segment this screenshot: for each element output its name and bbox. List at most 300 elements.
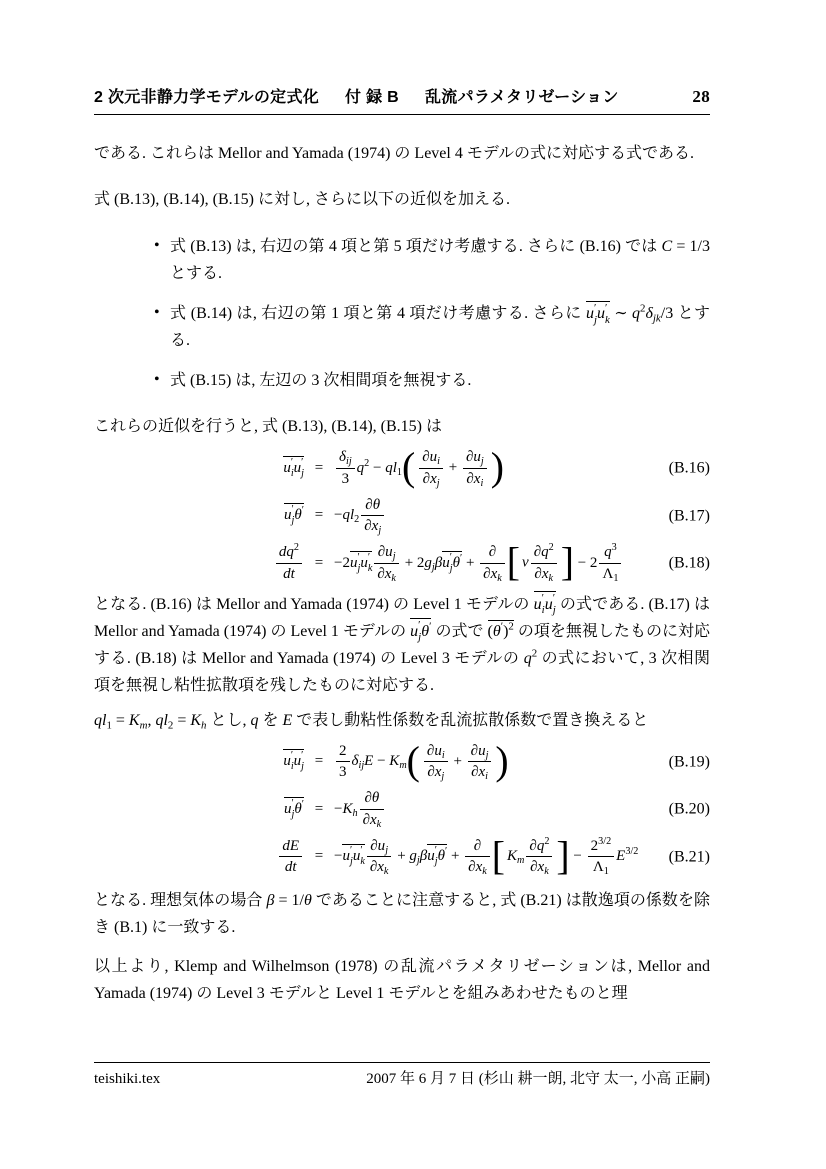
math-variable: j bbox=[480, 456, 484, 468]
equation-relation: = bbox=[314, 753, 324, 770]
math-variable: k bbox=[360, 856, 365, 868]
equation-tag: (B.20) bbox=[668, 800, 710, 818]
math-symbol: ′ bbox=[290, 456, 294, 468]
math-variable: i bbox=[290, 761, 294, 773]
paragraph-result-intro: これらの近似を行うと, 式 (B.13), (B.14), (B.15) は bbox=[94, 418, 442, 435]
math-variable: δ bbox=[339, 449, 346, 465]
math-symbol: ′ bbox=[449, 551, 452, 563]
math-variable: j bbox=[418, 631, 422, 644]
script-base bbox=[294, 801, 301, 817]
math-symbol: 2 bbox=[531, 646, 538, 659]
math-variable: θ bbox=[492, 622, 501, 640]
inline-math bbox=[487, 619, 514, 640]
math-variable: ∂x bbox=[468, 859, 483, 876]
math-symbol: ′ bbox=[360, 845, 363, 857]
math-symbol: = bbox=[111, 711, 129, 729]
script-base bbox=[279, 544, 294, 560]
math-variable: j bbox=[385, 844, 389, 856]
math-fraction bbox=[361, 496, 384, 537]
math-symbol: 2 bbox=[354, 514, 360, 526]
math-scripted bbox=[369, 859, 389, 878]
page-number: 28 bbox=[692, 87, 710, 106]
math-variable: u bbox=[442, 554, 450, 571]
superscript bbox=[612, 542, 617, 553]
math-scripted bbox=[389, 753, 407, 772]
script-base bbox=[452, 552, 463, 571]
math-scripted bbox=[409, 848, 420, 867]
math-variable: ∂θ bbox=[364, 790, 380, 806]
math-fraction bbox=[526, 837, 552, 878]
math-symbol: ( bbox=[487, 622, 493, 640]
math-fraction bbox=[424, 742, 448, 783]
page-header bbox=[94, 86, 710, 115]
math-variable: i bbox=[485, 771, 488, 783]
math-variable: u bbox=[360, 554, 368, 571]
math-scripted bbox=[349, 551, 361, 574]
math-scripted bbox=[385, 460, 402, 476]
math-variable: h bbox=[201, 718, 207, 731]
math-variable: u bbox=[352, 848, 361, 865]
math-variable: K bbox=[507, 848, 518, 865]
math-variable: j bbox=[291, 808, 295, 820]
superscript bbox=[532, 647, 537, 659]
math-symbol: ′ bbox=[541, 592, 545, 605]
fraction-denominator bbox=[419, 469, 443, 489]
script-base bbox=[507, 848, 517, 864]
math-symbol: ′ bbox=[418, 619, 421, 632]
equation-row bbox=[94, 496, 710, 537]
close-delimiter: ] bbox=[560, 539, 574, 585]
math-symbol: /3 bbox=[660, 305, 674, 322]
math-variable: u bbox=[284, 800, 292, 817]
script-base bbox=[421, 623, 429, 640]
math-fraction bbox=[336, 448, 355, 489]
math-variable: ij bbox=[358, 760, 365, 772]
superscript bbox=[360, 846, 365, 856]
math-overline bbox=[284, 503, 304, 526]
math-scripted bbox=[530, 859, 549, 878]
math-symbol: 1 bbox=[603, 866, 609, 878]
math-variable: k bbox=[383, 866, 389, 878]
equation-relation: = bbox=[314, 554, 324, 571]
math-symbol: ′ bbox=[552, 592, 556, 605]
paragraph-approx-intro: 式 (B.13), (B.14), (B.15) に対し, さらに以下の近似を加える. bbox=[94, 191, 510, 208]
script-base bbox=[377, 566, 391, 582]
fraction-denominator bbox=[336, 469, 355, 489]
math-scripted bbox=[293, 750, 304, 773]
script-base bbox=[378, 544, 393, 560]
math-variable: i bbox=[437, 456, 440, 468]
math-scripted bbox=[508, 619, 514, 640]
math-scripted bbox=[466, 471, 483, 487]
script-base bbox=[645, 305, 652, 322]
math-variable: dq bbox=[278, 544, 294, 560]
math-scripted bbox=[483, 566, 502, 582]
equation-tag: (B.21) bbox=[668, 848, 710, 866]
script-base bbox=[342, 507, 354, 523]
equation-row bbox=[94, 444, 710, 490]
script-base bbox=[616, 848, 625, 864]
math-variable: q bbox=[632, 305, 641, 322]
subscript bbox=[482, 866, 487, 877]
script-base bbox=[468, 859, 482, 875]
math-variable: u bbox=[586, 305, 594, 322]
script-base bbox=[353, 848, 361, 864]
math-variable: g bbox=[424, 554, 432, 571]
math-scripted bbox=[586, 301, 598, 326]
fraction-denominator bbox=[468, 762, 492, 782]
superscript bbox=[368, 553, 373, 563]
math-fraction bbox=[276, 543, 302, 584]
page-content bbox=[94, 86, 710, 1007]
math-variable: k bbox=[367, 562, 373, 574]
fraction-numerator bbox=[468, 742, 492, 763]
fraction-denominator bbox=[531, 564, 557, 584]
script-base bbox=[530, 859, 544, 875]
fraction-numerator bbox=[463, 448, 487, 469]
math-symbol: 1 bbox=[106, 718, 112, 731]
subscript bbox=[437, 478, 440, 489]
math-scripted bbox=[468, 859, 487, 878]
subscript bbox=[201, 719, 206, 731]
equation-rhs bbox=[334, 496, 386, 537]
close-delimiter: ) bbox=[490, 444, 504, 490]
math-symbol: 2 bbox=[364, 457, 370, 469]
fraction-numerator bbox=[361, 496, 384, 517]
inline-math bbox=[523, 646, 538, 667]
math-scripted bbox=[283, 750, 294, 773]
math-variable: j bbox=[552, 604, 556, 617]
math-scripted bbox=[356, 457, 370, 476]
math-symbol: 3/2 bbox=[625, 846, 639, 858]
script-base bbox=[370, 859, 384, 875]
math-symbol: + bbox=[447, 848, 464, 865]
inline-math bbox=[266, 892, 311, 909]
superscript bbox=[625, 846, 638, 857]
math-variable: j bbox=[301, 761, 304, 773]
math-scripted bbox=[377, 544, 396, 563]
math-scripted bbox=[592, 859, 609, 878]
subscript bbox=[485, 771, 488, 782]
script-base bbox=[370, 838, 385, 854]
math-scripted bbox=[294, 507, 304, 523]
math-scripted bbox=[294, 798, 304, 817]
math-scripted bbox=[422, 449, 440, 468]
math-variable: q bbox=[604, 544, 612, 560]
math-scripted bbox=[364, 518, 382, 537]
script-base bbox=[339, 449, 346, 465]
fraction-numerator bbox=[480, 543, 505, 564]
math-symbol: 2 bbox=[167, 718, 174, 731]
math-fraction bbox=[468, 742, 492, 783]
math-symbol: 1 bbox=[396, 466, 402, 478]
math-scripted bbox=[645, 305, 661, 325]
math-variable: δ bbox=[351, 753, 359, 770]
fraction-numerator bbox=[336, 448, 355, 469]
equation-rhs bbox=[334, 833, 639, 879]
math-scripted bbox=[533, 541, 554, 560]
math-variable: i bbox=[480, 477, 484, 489]
math-symbol: − bbox=[334, 800, 343, 817]
math-variable: ∂q bbox=[529, 837, 545, 854]
inline-math bbox=[251, 712, 259, 729]
math-symbol: ′ bbox=[290, 750, 294, 762]
subscript bbox=[548, 573, 553, 584]
paragraph-conclusion: 以上より, Klemp and Wilhelmson (1978) の乱流パラメタリゼーションは, Mellor and Yamada (1974) の Level 3 モデルと Level 1 モデルとを組みあわせたものと理 bbox=[94, 958, 710, 1002]
paragraph-intro: である. これらは Mellor and Yamada (1974) の Level 4 モデルの式に対応する式である. bbox=[94, 145, 695, 162]
inline-math bbox=[94, 712, 206, 729]
subscript bbox=[441, 771, 444, 782]
math-variable: K bbox=[190, 711, 202, 729]
fraction-denominator bbox=[465, 857, 490, 877]
script-base bbox=[427, 743, 442, 759]
math-scripted bbox=[155, 712, 173, 729]
equation-lhs bbox=[94, 503, 304, 528]
math-symbol: Λ bbox=[602, 565, 614, 582]
equation-group-1 bbox=[94, 444, 710, 585]
delimited-group bbox=[401, 444, 504, 490]
math-symbol: − bbox=[334, 507, 343, 524]
math-overline bbox=[284, 797, 304, 820]
fraction-numerator bbox=[374, 543, 399, 564]
close-delimiter: ] bbox=[556, 833, 570, 879]
math-variable: ∂ bbox=[488, 544, 497, 560]
script-base bbox=[493, 623, 501, 640]
math-variable: j bbox=[378, 525, 382, 537]
math-variable: j bbox=[485, 749, 489, 761]
math-variable: ∂u bbox=[465, 449, 481, 465]
math-variable: ∂θ bbox=[365, 496, 381, 513]
script-base bbox=[466, 449, 481, 465]
math-variable: E bbox=[364, 753, 374, 770]
equation-tag: (B.16) bbox=[668, 459, 710, 477]
math-scripted bbox=[377, 566, 396, 582]
footer-filename: teishiki.tex bbox=[94, 1071, 161, 1087]
math-variable: i bbox=[290, 467, 294, 479]
math-variable: k bbox=[391, 572, 396, 584]
math-symbol: 2 bbox=[293, 541, 299, 553]
superscript bbox=[429, 620, 431, 632]
bullet-icon: • bbox=[154, 371, 160, 388]
group-content bbox=[505, 837, 556, 878]
math-variable: ij bbox=[345, 456, 352, 468]
math-variable: u bbox=[533, 595, 542, 613]
math-variable: u bbox=[544, 595, 553, 613]
equation-row bbox=[94, 833, 710, 879]
math-scripted bbox=[421, 619, 432, 640]
math-scripted bbox=[590, 835, 612, 854]
math-scripted bbox=[602, 566, 618, 582]
subscript bbox=[360, 857, 365, 867]
math-overline bbox=[488, 620, 514, 641]
math-symbol: − 2 bbox=[573, 554, 598, 571]
math-scripted bbox=[424, 555, 434, 571]
math-variable: ∂u bbox=[470, 742, 486, 759]
script-stack bbox=[553, 593, 556, 616]
math-fraction bbox=[279, 837, 302, 878]
equation-rhs bbox=[334, 738, 509, 784]
math-scripted bbox=[523, 646, 538, 667]
math-scripted bbox=[427, 845, 438, 868]
math-symbol: ∼ bbox=[609, 305, 633, 322]
math-scripted bbox=[129, 712, 148, 729]
equation-tag: (B.19) bbox=[668, 753, 710, 771]
fraction-numerator bbox=[588, 837, 615, 858]
equation-relation: = bbox=[314, 848, 324, 865]
math-variable: j bbox=[434, 856, 438, 868]
math-symbol: + bbox=[462, 554, 479, 571]
math-variable: j bbox=[349, 856, 353, 868]
math-symbol: Λ bbox=[592, 859, 604, 876]
math-scripted bbox=[438, 848, 448, 864]
math-symbol: − bbox=[334, 848, 343, 865]
math-symbol: ′ bbox=[291, 504, 294, 516]
paragraph-after-eq1: となる. (B.16) は Mellor and Yamada (1974) の Level 1 モデルの u ′ i u ′ j の式である. (B.17) は Mellor and Yamada (1974) の Level 1 モデルの u ′ j θ′ の式で $(\theta')^2$ の項を無視したものに対応する. (B.18) は Mellor and Yamada (1974) の Level 3 モデルの $q^2$ の式において, 3 次相関項を無視し粘性拡散項を残したものに対応する. bbox=[94, 592, 710, 694]
math-scripted bbox=[465, 449, 484, 468]
script-base bbox=[632, 305, 640, 322]
math-scripted bbox=[342, 845, 353, 868]
equation-lhs bbox=[94, 456, 304, 481]
math-symbol: + bbox=[449, 753, 466, 770]
subscript bbox=[399, 760, 406, 771]
math-variable: ∂x bbox=[362, 811, 377, 828]
superscript bbox=[553, 593, 556, 604]
math-variable: j bbox=[392, 551, 396, 563]
math-variable: jk bbox=[652, 312, 661, 325]
script-base bbox=[94, 712, 106, 729]
script-base bbox=[410, 623, 418, 640]
math-variable: ∂x bbox=[530, 859, 545, 876]
subscript bbox=[480, 478, 483, 489]
math-symbol: 1 bbox=[613, 572, 619, 584]
script-base bbox=[360, 555, 368, 571]
math-variable: k bbox=[376, 818, 382, 830]
equation-tag: (B.17) bbox=[668, 507, 710, 525]
bullet-icon: • bbox=[154, 237, 160, 254]
math-scripted bbox=[632, 302, 646, 322]
math-variable: θ bbox=[437, 848, 445, 865]
script-base bbox=[586, 305, 594, 322]
math-variable: ∂x bbox=[422, 470, 437, 487]
equation-relation: = bbox=[314, 459, 324, 476]
script-base bbox=[604, 544, 612, 560]
list-item: • 式 (B.13) は, 右辺の第 4 項と第 5 項だけ考慮する. さらに (B.16) では C = 1/3 とする. bbox=[94, 233, 710, 287]
script-stack bbox=[360, 846, 365, 867]
math-variable: β bbox=[434, 554, 443, 571]
math-scripted bbox=[529, 835, 550, 854]
math-fraction bbox=[599, 543, 621, 584]
math-scripted bbox=[471, 764, 488, 783]
subscript bbox=[354, 514, 359, 525]
subscript bbox=[481, 456, 484, 467]
math-variable: θ bbox=[421, 622, 430, 640]
math-variable: β bbox=[266, 892, 275, 909]
math-fraction bbox=[419, 448, 443, 489]
math-symbol: ′ bbox=[429, 619, 432, 632]
equation-group-2 bbox=[94, 738, 710, 879]
math-overline bbox=[534, 591, 556, 616]
script-base bbox=[422, 449, 437, 465]
header-section-title: 乱流パラメタリゼーション bbox=[425, 89, 619, 106]
math-variable: q bbox=[356, 459, 365, 476]
list-item: • 式 (B.14) は, 右辺の第 1 項と第 4 項だけ考慮する. さらに u ′ j u ′ k ∼ $q^2\delta_{jk}/3$ とする. bbox=[94, 300, 710, 354]
math-variable: K bbox=[389, 753, 400, 770]
math-symbol: = 1/3 bbox=[672, 238, 710, 255]
script-base bbox=[363, 812, 377, 828]
math-scripted bbox=[190, 712, 206, 729]
math-symbol: ′ bbox=[367, 551, 371, 563]
math-symbol: + bbox=[393, 848, 410, 865]
math-variable: k bbox=[497, 572, 502, 584]
math-symbol: 2 bbox=[339, 742, 347, 759]
math-variable: ql bbox=[342, 507, 355, 524]
math-variable: u bbox=[349, 554, 358, 571]
math-scripted bbox=[284, 504, 295, 527]
math-symbol: ′ bbox=[349, 845, 353, 857]
math-variable: j bbox=[441, 771, 445, 783]
math-scripted bbox=[284, 797, 295, 820]
script-base bbox=[534, 566, 548, 582]
math-variable: C bbox=[661, 238, 673, 255]
math-variable: E bbox=[282, 711, 293, 729]
math-fraction bbox=[588, 837, 615, 878]
math-variable: ∂x bbox=[427, 764, 442, 781]
math-symbol: −2 bbox=[334, 554, 350, 571]
open-delimiter: [ bbox=[506, 539, 521, 585]
subscript bbox=[393, 551, 396, 562]
subscript bbox=[377, 819, 382, 830]
subscript bbox=[544, 866, 549, 877]
fraction-numerator bbox=[336, 742, 350, 763]
math-variable: θ bbox=[452, 554, 460, 571]
math-symbol: 2 bbox=[508, 619, 514, 632]
bullet-icon: • bbox=[154, 304, 160, 321]
equation-rhs bbox=[334, 539, 623, 585]
math-variable: u bbox=[283, 753, 291, 770]
math-scripted bbox=[94, 712, 112, 729]
math-scripted bbox=[278, 541, 299, 560]
math-symbol: 2 bbox=[548, 541, 554, 553]
math-variable: ∂u bbox=[422, 449, 438, 465]
math-symbol: 3/2 bbox=[598, 835, 612, 847]
math-symbol: ′ bbox=[301, 456, 304, 468]
script-base bbox=[129, 712, 140, 729]
script-base bbox=[602, 566, 613, 582]
script-base bbox=[342, 848, 350, 864]
math-variable: θ bbox=[294, 800, 302, 817]
math-scripted bbox=[534, 566, 553, 582]
close-delimiter: ) bbox=[495, 738, 509, 784]
math-overline bbox=[442, 551, 462, 574]
fraction-denominator bbox=[463, 469, 487, 489]
math-variable: k bbox=[482, 866, 487, 878]
paragraph-substitution: $ql_1 = K_m$, $ql_2 = K_h$ とし, q を E で表し動粘性係数を乱流拡散係数で置き換えると bbox=[94, 711, 649, 731]
math-variable: ∂x bbox=[369, 859, 384, 876]
script-base bbox=[294, 507, 301, 523]
math-symbol: ′ bbox=[500, 619, 504, 632]
delimited-group bbox=[491, 833, 570, 879]
math-symbol: 3 bbox=[341, 470, 350, 487]
math-variable: ∂u bbox=[426, 742, 442, 759]
fraction-numerator bbox=[419, 448, 443, 469]
script-base bbox=[524, 650, 532, 667]
fraction-denominator bbox=[526, 857, 552, 877]
math-variable: ∂x bbox=[471, 764, 486, 781]
script-base bbox=[342, 801, 352, 817]
math-symbol: ) bbox=[503, 622, 509, 640]
math-variable: j bbox=[594, 313, 598, 326]
fraction-denominator bbox=[374, 564, 399, 584]
